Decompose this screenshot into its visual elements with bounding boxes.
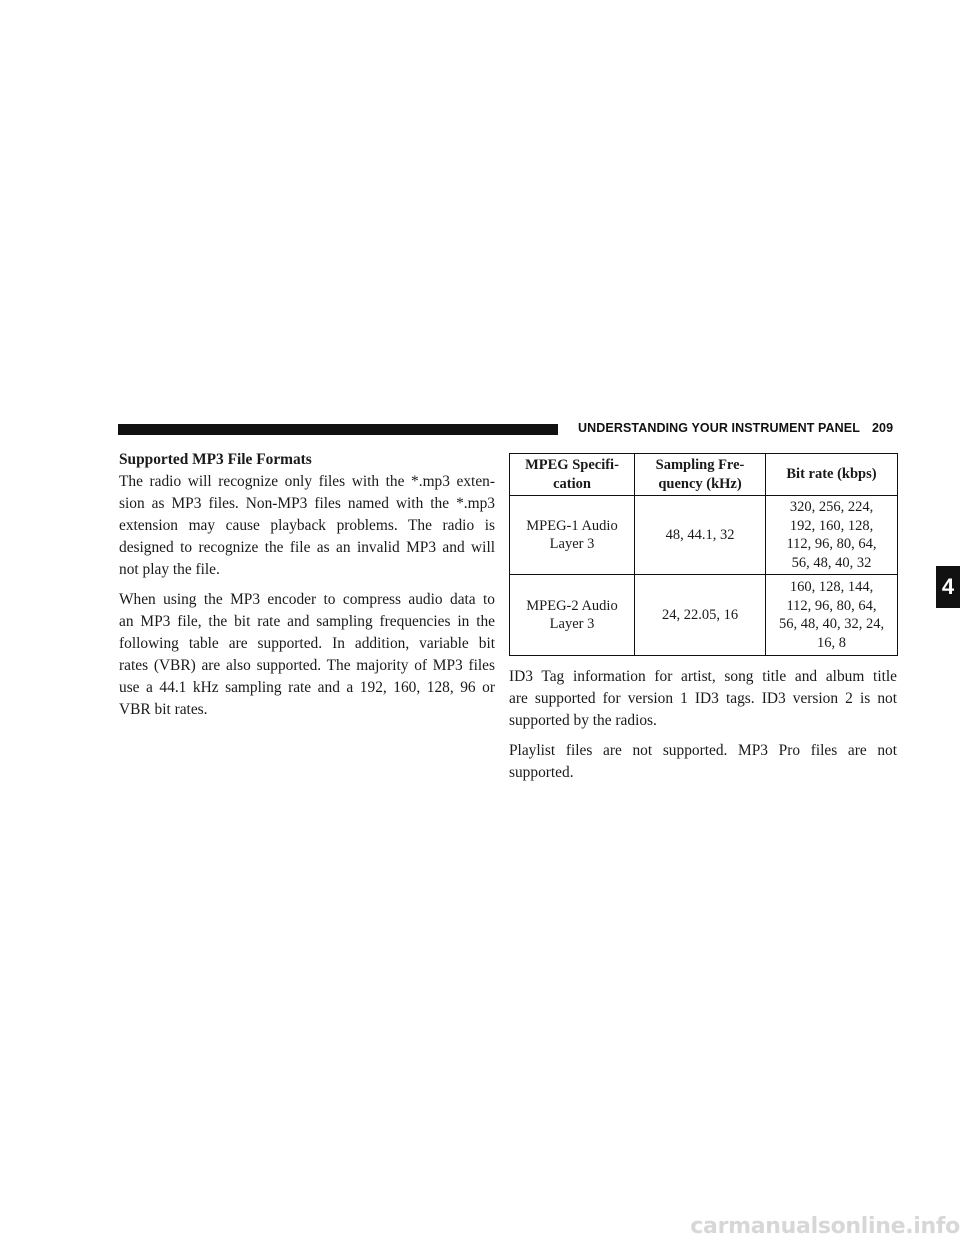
paragraph-playlist (509, 740, 897, 784)
text-line: extension may cause playback problems. The radio is (119, 517, 495, 534)
cell-line: MPEG-2 Audio (526, 597, 618, 614)
mp3-format-table (509, 453, 898, 656)
cell-line: 192, 160, 128, (789, 517, 874, 534)
header-rule (118, 424, 558, 435)
section-title: UNDERSTANDING YOUR INSTRUMENT PANEL (578, 421, 860, 435)
cell-frequency (635, 496, 766, 575)
header-line: quency (kHz) (658, 475, 742, 492)
header-sampling-frequency (635, 454, 766, 496)
table-header-row (510, 454, 898, 496)
cell-line: 112, 96, 80, 64, (786, 597, 877, 614)
text-line: designed to recognize the file as an invalid MP3 and will (119, 539, 495, 556)
paragraph-mp3-recognition (119, 471, 495, 581)
text-line: use a 44.1 kHz sampling rate and a 192, 160, 128, 96 or (119, 679, 495, 696)
text-line: VBR bit rates. (119, 701, 208, 718)
cell-line: 112, 96, 80, 64, (786, 536, 877, 552)
text-line: following table are supported. In addition, variable bit (119, 635, 495, 652)
header-line: cation (553, 475, 591, 492)
header-bit-rate (766, 454, 898, 496)
cell-frequency (635, 575, 766, 656)
cell-line: Layer 3 (549, 616, 595, 632)
cell-line: Layer 3 (549, 536, 595, 552)
cell-spec (510, 575, 635, 656)
running-header (578, 421, 893, 435)
cell-line: MPEG-1 Audio (526, 517, 618, 534)
cell-line: 320, 256, 224, (789, 499, 874, 515)
text-line: sion as MP3 files. Non-MP3 files named with the *.mp3 (119, 495, 495, 512)
text-line: supported. (509, 764, 574, 781)
right-column-text (509, 666, 897, 784)
cell-spec (510, 496, 635, 575)
section-heading: Supported MP3 File Formats (119, 451, 312, 468)
text-line: The radio will recognize only files with the *.mp3 exten- (119, 473, 495, 490)
cell-bitrate (766, 496, 898, 575)
watermark-logo: carmanualsonline.info (690, 1214, 960, 1239)
text-line: are supported for version 1 ID3 tags. ID3 version 2 is not (509, 690, 897, 707)
header-line: Sampling Fre- (655, 457, 745, 473)
cell-line: 16, 8 (817, 634, 846, 651)
text-line: not play the file. (119, 561, 220, 578)
left-column (119, 449, 495, 729)
text-line: Playlist files are not supported. MP3 Pro files are not (509, 742, 897, 759)
table-row (510, 496, 898, 575)
text-line: supported by the radios. (509, 712, 657, 729)
paragraph-encoder-rates (119, 589, 495, 721)
paragraph-id3-tags (509, 666, 897, 732)
header-line: MPEG Specifi- (525, 457, 619, 473)
text-line: ID3 Tag information for artist, song title and album title (509, 668, 897, 685)
cell-bitrate (766, 575, 898, 656)
right-column (509, 453, 897, 792)
cell-line: 24, 22.05, 16 (661, 606, 739, 623)
page-number: 209 (871, 421, 894, 435)
header-line: Bit rate (kbps) (786, 466, 877, 483)
cell-line: 48, 44.1, 32 (665, 526, 735, 543)
cell-line: 56, 48, 40, 32, 24, (778, 616, 885, 632)
text-line: rates (VBR) are also supported. The majority of MP3 files (119, 657, 495, 674)
chapter-tab: 4 (936, 566, 960, 608)
cell-line: 160, 128, 144, (789, 579, 874, 595)
table-row (510, 575, 898, 656)
text-line: an MP3 file, the bit rate and sampling frequencies in the (119, 613, 495, 630)
header-mpeg-specification (510, 454, 635, 496)
cell-line: 56, 48, 40, 32 (791, 554, 872, 571)
text-line: When using the MP3 encoder to compress audio data to (119, 591, 495, 608)
